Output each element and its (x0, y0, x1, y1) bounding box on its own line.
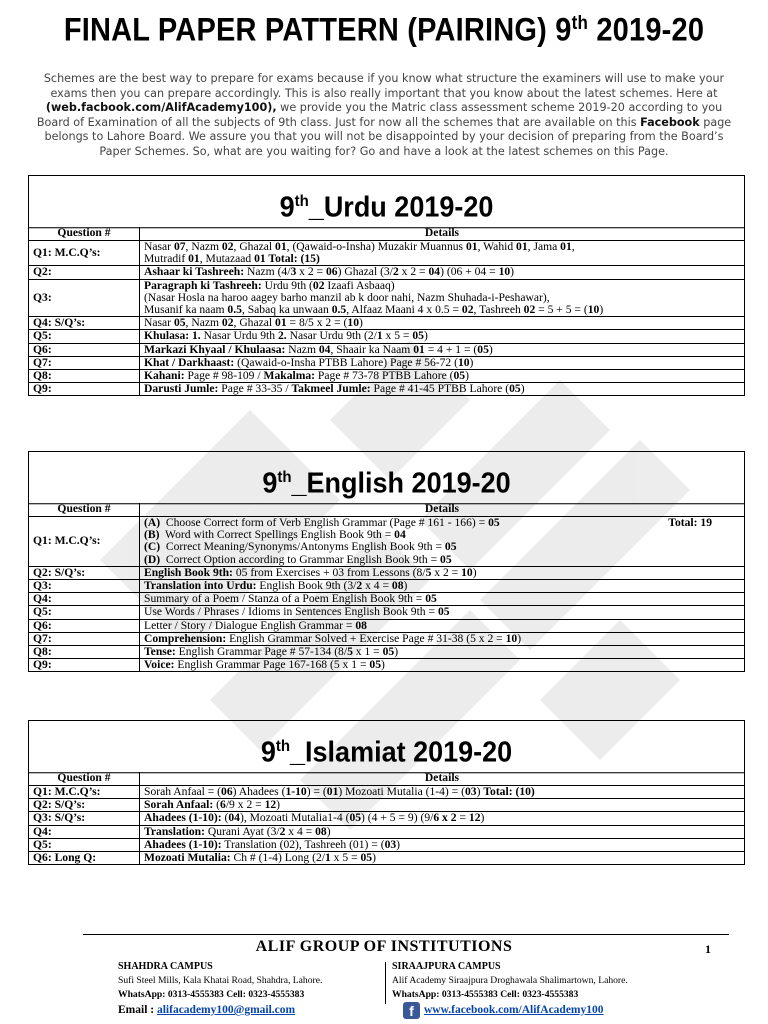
table-row (29, 838, 744, 851)
details-cell: Kahani: Page # 98-109 / Makalma: Page # 73-78 PTBB Lahore (05) (140, 370, 745, 383)
english-section-title: 9th_English 2019-20 (29, 451, 744, 505)
table-row (29, 659, 744, 672)
islamiat-table (29, 772, 744, 864)
email-link[interactable]: alifacademy100@gmail.com (156, 1004, 296, 1016)
table-row (29, 825, 744, 838)
question-cell: Q5: (29, 838, 140, 851)
table-row (29, 330, 744, 343)
facebook-link[interactable]: www.facebook.com/AlifAcademy100 (424, 1004, 604, 1017)
table-row (29, 383, 744, 396)
table-row (29, 786, 744, 799)
details-header: Details (140, 772, 745, 786)
table-row (29, 606, 744, 619)
table-row (29, 343, 744, 356)
question-cell: Q6: (29, 619, 140, 632)
english-section (28, 451, 745, 672)
details-cell: Translation: Qurani Ayat (3/2 x 4 = 08) (140, 825, 745, 838)
question-cell: Q8: (29, 646, 140, 659)
mcq-total: Total: 19 (668, 516, 712, 529)
table-row (29, 799, 744, 812)
table-row (29, 580, 744, 593)
question-cell: Q8: (29, 370, 140, 383)
table-row (29, 317, 744, 330)
details-cell: Tense: English Grammar Page # 57-134 (8/5 x 1 = 05) (140, 646, 745, 659)
details-cell: Summary of a Poem / Stanza of a Poem English Book 9th = 05 (140, 593, 745, 606)
details-cell: Sorah Anfaal: (6/9 x 2 = 12) (140, 799, 745, 812)
facebook-icon: f (403, 1002, 420, 1019)
question-cell: Q1: M.C.Q’s: (29, 786, 140, 799)
question-cell: Q4: (29, 593, 140, 606)
question-header: Question # (29, 772, 140, 786)
facebook-line (403, 1002, 604, 1019)
question-cell: Q4: (29, 825, 140, 838)
details-cell: Ahadees (1-10): Translation (02), Tashreeh (01) = (03) (140, 838, 745, 851)
question-cell: Q3: (29, 580, 140, 593)
details-cell: Voice: English Grammar Page 167-168 (5 x 1 = 05) (140, 659, 745, 672)
question-cell: Q2: S/Q’s: (29, 566, 140, 579)
question-cell: Q2: (29, 266, 140, 279)
question-cell: Q1: M.C.Q’s: (29, 517, 140, 567)
details-header: Details (140, 227, 745, 241)
details-cell: Total: 19 (A) Choose Correct form of Verb English Grammar (Page # 161 - 166) = 05 (B) Word with Correct Spellings English Book 9th = 04 (C) Correct Meaning/Synonyms/Antonyms English Book 9th = 05 (D) Correct Option according to Grammar English Book 9th = 05 (140, 517, 745, 567)
question-cell: Q4: S/Q’s: (29, 317, 140, 330)
question-cell: Q9: (29, 383, 140, 396)
table-row (29, 593, 744, 606)
details-cell: Khat / Darkhaast: (Qawaid-o-Insha PTBB Lahore) Page # 56-72 (10) (140, 356, 745, 369)
details-header: Details (140, 503, 745, 517)
details-cell: Khulasa: 1. Nasar Urdu 9th 2. Nasar Urdu 9th (2/1 x 5 = 05) (140, 330, 745, 343)
question-cell: Q7: (29, 632, 140, 645)
question-cell: Q1: M.C.Q’s: (29, 241, 140, 266)
details-cell: Comprehension: English Grammar Solved + Exercise Page # 31-38 (5 x 2 = 10) (140, 632, 745, 645)
campus-divider (385, 962, 386, 1004)
facebook-page-link[interactable]: (web.facbook.com/AlifAcademy100), (45, 101, 277, 114)
table-row (29, 279, 744, 317)
table-row (29, 852, 744, 865)
details-cell: Sorah Anfaal = (06) Ahadees (1-10) = (01) Mozoati Mutalia (1-4) = (03) Total: (10) (140, 786, 745, 799)
table-row (29, 646, 744, 659)
details-cell: Nasar 05, Nazm 02, Ghazal 01 = 8/5 x 2 = (10) (140, 317, 745, 330)
question-cell: Q5: (29, 606, 140, 619)
footer-title: ALIF GROUP OF INSTITUTIONS (255, 938, 513, 955)
page-number: 1 (705, 942, 711, 956)
question-cell: Q3: (29, 279, 140, 317)
table-row (29, 632, 744, 645)
urdu-table (29, 227, 744, 395)
urdu-section-title: 9th_Urdu 2019-20 (29, 175, 744, 229)
question-header: Question # (29, 227, 140, 241)
table-row (29, 517, 744, 567)
details-cell: Translation into Urdu: English Book 9th (3/2 x 4 = 08) (140, 580, 745, 593)
footer-divider (83, 934, 729, 935)
english-table (29, 503, 744, 671)
question-cell: Q6: (29, 343, 140, 356)
table-row (29, 266, 744, 279)
details-cell: Paragraph ki Tashreeh: Urdu 9th (02 Izaafi Asbaaq) (Nasar Hosla na haroo aagey barho manzil ab k door nahi, Nazm Shuhada-i-Peshawar), Musanif ka naam 0.5, Sabaq ka unwaan 0.5, Alfaaz Maani 4 x 0.5 = 02, Tashreeh 02 = 5 + 5 = (10) (140, 279, 745, 317)
details-cell: Nasar 07, Nazm 02, Ghazal 01, (Qawaid-o-Insha) Muzakir Muannus 01, Wahid 01, Jama 01, Mutradif 01, Mutazaad 01 Total: (15) (140, 241, 745, 266)
details-cell: Mozoati Mutalia: Ch # (1-4) Long (2/1 x 5 = 05) (140, 852, 745, 865)
table-row (29, 619, 744, 632)
intro-paragraph: Schemes are the best way to prepare for exams because if you know what structure the examiners will use to make your exams then you can prepare accordingly. This is also really important that you know about the latest schemes. Here at (web.facbook.com/AlifAcademy100), we provide you the Matric class assessment scheme 2019-20 according to you Board of Examination of all the subjects of 9th class. Just for now all the schemes that are available on this Facebook page belongs to Lahore Board. We assure you that you will not be disappointed by your decision of preparing from the Board’s Paper Schemes. So, what are you waiting for? Go and have a look at the latest schemes on this Page. (36, 72, 732, 158)
email-line: Email : alifacademy100@gmail.com (118, 1004, 296, 1016)
urdu-section (28, 175, 745, 396)
question-cell: Q2: S/Q’s: (29, 799, 140, 812)
details-cell: Use Words / Phrases / Idioms in Sentences English Book 9th = 05 (140, 606, 745, 619)
table-row (29, 356, 744, 369)
table-row (29, 241, 744, 266)
details-cell: Markazi Khyaal / Khulaasa: Nazm 04, Shaair ka Naam 01 = 4 + 1 = (05) (140, 343, 745, 356)
islamiat-section-title: 9th_Islamiat 2019-20 (29, 720, 744, 774)
question-cell: Q7: (29, 356, 140, 369)
table-row (29, 566, 744, 579)
details-cell: Ashaar ki Tashreeh: Nazm (4/3 x 2 = 06) Ghazal (3/2 x 2 = 04) (06 + 04 = 10) (140, 266, 745, 279)
details-cell: Ahadees (1-10): (04), Mozoati Mutalia1-4 (05) (4 + 5 = 9) (9/6 x 2 = 12) (140, 812, 745, 825)
question-header: Question # (29, 503, 140, 517)
table-row (29, 812, 744, 825)
page-title: FINAL PAPER PATTERN (PAIRING) 9th 2019-20 (63, 11, 705, 49)
question-cell: Q6: Long Q: (29, 852, 140, 865)
question-cell: Q5: (29, 330, 140, 343)
islamiat-section (28, 720, 745, 865)
question-cell: Q9: (29, 659, 140, 672)
details-cell: English Book 9th: 05 from Exercises + 03 from Lessons (8/5 x 2 = 10) (140, 566, 745, 579)
details-cell: Darusti Jumle: Page # 33-35 / Takmeel Jumle: Page # 41-45 PTBB Lahore (05) (140, 383, 745, 396)
question-cell: Q3: S/Q’s: (29, 812, 140, 825)
details-cell: Letter / Story / Dialogue English Grammar = 08 (140, 619, 745, 632)
siraajpura-campus: SIRAAJPURA CAMPUS Alif Academy Siraajpura Droghawala Shalimartown, Lahore. WhatsApp: 0313-4555383 Cell: 0323-4555383 (392, 961, 628, 1000)
table-row (29, 370, 744, 383)
shahdra-campus: SHAHDRA CAMPUS Sufi Steel Mills, Kala Khatai Road, Shahdra, Lahore. WhatsApp: 0313-4555383 Cell: 0323-4555383 (118, 961, 323, 1000)
